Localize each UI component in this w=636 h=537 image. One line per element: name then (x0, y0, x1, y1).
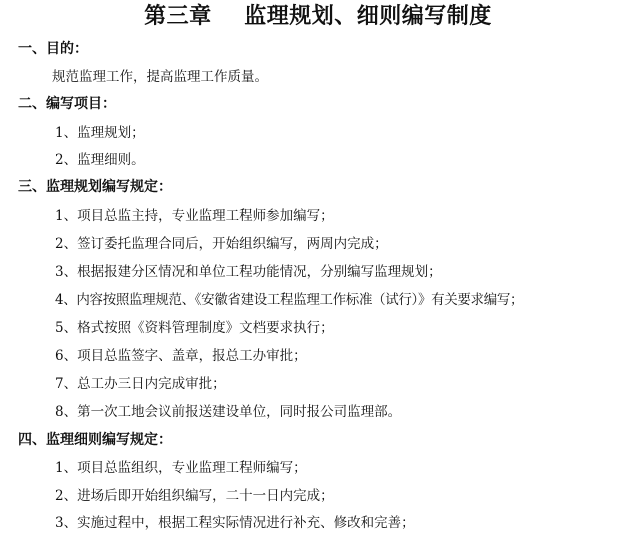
list-item-text: 签订委托监理合同后，开始组织编写，两周内完成； (77, 236, 388, 252)
list-item-number: 8、 (55, 404, 78, 420)
list-item-text: 监理规划； (77, 125, 145, 141)
list-item-number: 2、 (55, 488, 78, 504)
list-item (55, 291, 523, 309)
list-item-number: 3、 (55, 515, 78, 531)
list-item-number: 5、 (55, 320, 78, 336)
list-item-number: 1、 (55, 208, 78, 224)
list-item-text: 第一次工地会议前报送建设单位，同时报公司监理部。 (77, 404, 402, 420)
list-item-text: 内容按照监理规范、《安徽省建设工程监理工作标准（试行）》有关要求编写； (76, 292, 524, 308)
list-item (55, 459, 307, 477)
list-item-text: 项目总监签字、盖章，报总工办审批； (77, 348, 307, 364)
list-item-text: 根据报建分区情况和单位工程功能情况，分别编写监理规划； (77, 264, 442, 280)
section-heading-detail-rules: 四、监理细则编写规定： (18, 432, 172, 448)
list-item-number: 4、 (55, 292, 77, 308)
list-item (55, 403, 401, 421)
list-item-text: 实施过程中，根据工程实际情况进行补充、修改和完善； (77, 515, 415, 531)
section-heading-purpose: 一、目的： (18, 41, 88, 57)
list-item-text: 监理细则。 (77, 152, 145, 168)
list-item (55, 514, 415, 532)
list-item-number: 7、 (55, 376, 78, 392)
list-item-number: 1、 (55, 125, 78, 141)
list-item-number: 3、 (55, 264, 78, 280)
list-item-text: 项目总监组织，专业监理工程师编写； (77, 460, 307, 476)
list-item (55, 347, 307, 365)
list-item-text: 项目总监主持，专业监理工程师参加编写； (77, 208, 334, 224)
list-item (55, 263, 442, 281)
section-heading-projects: 二、编写项目： (18, 96, 116, 112)
list-item (55, 487, 334, 505)
chapter-title: 第三章 监理规划、细则编写制度 (144, 4, 492, 29)
list-item-number: 1、 (55, 460, 78, 476)
list-item-text: 进场后即开始组织编写，二十一日内完成； (77, 488, 334, 504)
list-item (55, 124, 145, 142)
section-heading-plan-rules: 三、监理规划编写规定： (18, 179, 172, 195)
list-item (55, 375, 226, 393)
section-paragraph-purpose: 规范监理工作，提高监理工作质量。 (52, 69, 268, 85)
list-item (55, 319, 334, 337)
list-item-number: 6、 (55, 348, 78, 364)
list-item (55, 235, 388, 253)
list-item (55, 207, 334, 225)
list-item-number: 2、 (55, 236, 78, 252)
list-item-text: 格式按照《资料管理制度》文档要求执行； (77, 320, 334, 336)
list-item (55, 151, 145, 169)
list-item-number: 2、 (55, 152, 78, 168)
list-item-text: 总工办三日内完成审批； (77, 376, 226, 392)
